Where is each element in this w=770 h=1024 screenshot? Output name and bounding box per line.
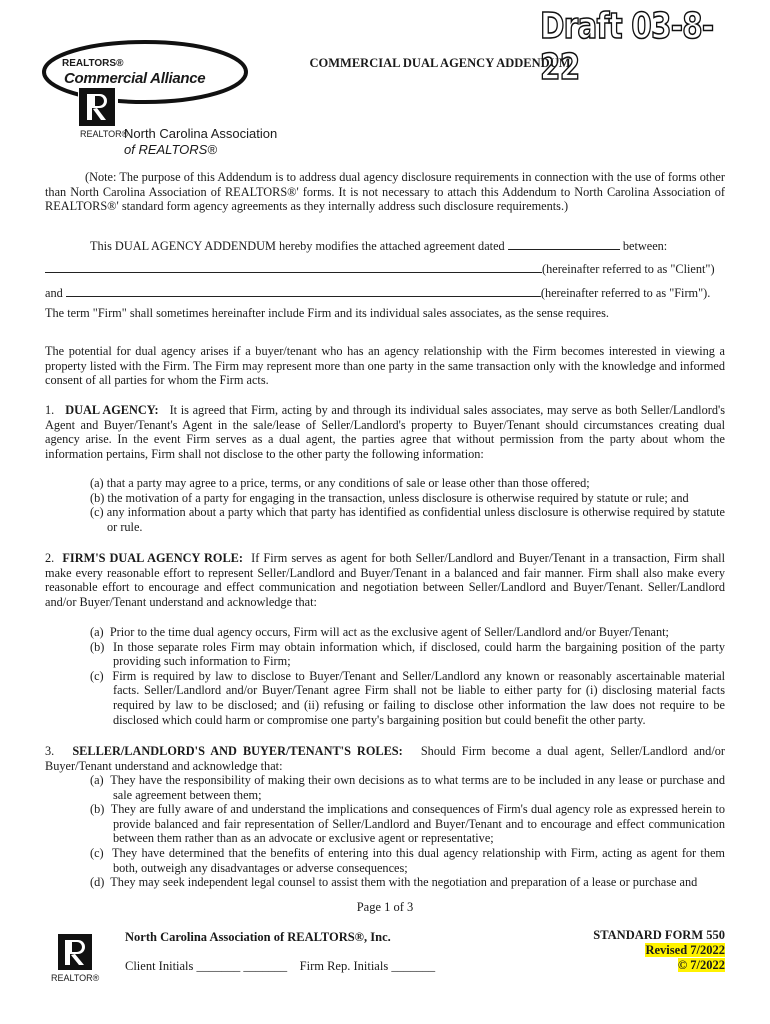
draft-stamp: Draft 03-8-22	[540, 6, 714, 88]
list-item: (d) They may seek independent legal counsel to assist them with the negotiation and preparation of a lease or purchase and	[90, 875, 698, 890]
modifies-suffix: between:	[622, 239, 668, 253]
form-revised: Revised 7/2022	[645, 943, 725, 957]
form-name: STANDARD FORM 550	[593, 928, 725, 942]
note-paragraph: (Note: The purpose of this Addendum is to address dual agency disclosure requirements in connection with the use of forms other than North Carolina Association of REALTORS®' forms. It is not necessary to attach this Addendum to North Carolina Association of REALTORS®' standard form agency agreements as they internally address such disclosure requirements.)	[45, 170, 725, 214]
client-line	[45, 261, 725, 277]
page-number: Page 1 of 3	[356, 900, 414, 914]
section-3-text: Should Firm become a dual agent, Seller/Landlord and/or Buyer/Tenant understand and acknowledge that:	[45, 744, 725, 773]
firm-initials-field[interactable]: Firm Rep. Initials _______	[299, 959, 436, 973]
list-item: (a) Prior to the time dual agency occurs, Firm will act as the exclusive agent of Seller/Landlord and/or Buyer/Tenant;	[90, 625, 669, 639]
section-1-list	[90, 476, 725, 534]
firm-name-field[interactable]	[66, 285, 541, 297]
logo-association-line1: North Carolina Association	[124, 126, 278, 141]
logo-association	[124, 126, 277, 158]
section-2-list	[90, 625, 725, 727]
section-1-text: It is agreed that Firm, acting by and through its individual sales associates, may serve as both Seller/Landlord's Agent and Buyer/Tenant's Agent in the sale/lease of Seller/Landlord's property to Buyer/Tenant should circumstances creating dual agency arise. In the event Firm serves as a dual agent, the parties agree that without permission from the party about whom the information pertains, Firm shall not disclose to the other party the following information:	[45, 403, 725, 461]
agreement-date-line	[45, 238, 725, 254]
form-copyright: © 7/2022	[677, 958, 725, 972]
footer-organization: North Carolina Association of REALTORS®, Inc.	[125, 930, 391, 944]
section-2-number: 2.	[45, 551, 55, 565]
section-1	[45, 403, 725, 461]
client-initials-field[interactable]: Client Initials _______ _______	[125, 959, 288, 973]
list-item: (a) that a party may agree to a price, terms, or any conditions of sale or lease other than those offered;	[90, 476, 590, 490]
section-1-number: 1.	[45, 403, 55, 417]
footer-form-info	[560, 928, 725, 973]
list-item: (c) any information about a party which that party has identified as confidential unless disclosure is otherwise required by statute or rule.	[90, 505, 725, 534]
footer-realtor-word: REALTOR®	[51, 973, 100, 983]
list-item: (c) They have determined that the benefits of entering into this dual agency relationship with Firm, acting as agent for them both, outweigh any disadvantages or adverse consequences;	[90, 845, 725, 875]
firm-term-paragraph: The term "Firm" shall sometimes hereinafter include Firm and its individual sales associates, as the sense requires.	[45, 306, 609, 320]
list-item: (b) the motivation of a party for engaging in the transaction, unless disclosure is otherwise required by statute or rule; and	[90, 490, 689, 505]
document-title: COMMERCIAL DUAL AGENCY ADDENDUM	[309, 56, 571, 70]
client-suffix: (hereinafter referred to as "Client")	[542, 262, 715, 276]
section-3-number: 3.	[45, 744, 55, 758]
agreement-date-field[interactable]	[508, 238, 620, 250]
modifies-prefix: This DUAL AGENCY ADDENDUM hereby modifies the attached agreement dated	[90, 239, 505, 253]
section-3-list	[90, 773, 725, 890]
list-item: (b) They are fully aware of and understand the implications and consequences of Firm's dual agency role as expressed herein to provide balanced and fair representation of Seller/Landlord and Buyer/Tenant and to encourage and effect communication between them rather than as an advocate or exclusive agent or representative;	[90, 802, 725, 846]
list-item: (b) In those separate roles Firm may obtain information which, if disclosed, could harm the bargaining position of the party providing such information to Firm;	[90, 639, 725, 669]
section-2	[45, 551, 725, 609]
logo-realtor-word: REALTOR®	[80, 129, 129, 139]
firm-line	[45, 285, 725, 301]
firm-suffix: (hereinafter referred to as "Firm").	[540, 286, 711, 300]
footer-initials	[125, 959, 435, 974]
section-1-heading: DUAL AGENCY:	[65, 403, 159, 417]
section-2-text: If Firm serves as agent for both Seller/Landlord and Buyer/Tenant in a transaction, Firm shall make every reasonable effort to represent Seller/Landlord and Buyer/Tenant in a balanced and fair manner. Firm shall also make every reasonable effort to encourage and effect communication and negotiation between Seller/Landlord and Buyer/Tenant. Seller/Landlord and/or Buyer/Tenant understand and acknowledge that:	[45, 551, 726, 609]
section-3-heading: SELLER/LANDLORD'S AND BUYER/TENANT'S ROLES:	[72, 744, 403, 758]
potential-paragraph: The potential for dual agency arises if a buyer/tenant who has an agency relationship with the Firm becomes interested in viewing a property listed with the Firm. The Firm may represent more than one party in the same transaction only with the knowledge and informed consent of all parties for whom the Firm acts.	[45, 344, 725, 388]
section-3	[45, 744, 725, 773]
logo-alliance-name: Commercial Alliance	[64, 70, 206, 87]
and-prefix: and	[45, 286, 63, 300]
client-name-field[interactable]	[45, 261, 542, 273]
section-2-heading: FIRM'S DUAL AGENCY ROLE:	[62, 551, 243, 565]
list-item: (a) They have the responsibility of making their own decisions as to what terms are to be included in any lease or purchase and sale agreement between them;	[90, 773, 725, 802]
list-item: (c) Firm is required by law to disclose to Buyer/Tenant and Seller/Landlord any known or reasonably ascertainable material facts. Seller/Landlord and/or Buyer/Tenant agree Firm shall not be liable to either party for (i) disclosing material facts required by law to be disclosed; and (ii) refusing or failing to disclose other information the law does not require to be disclosed which could harm or compromise one party's bargaining position but could benefit the other party.	[90, 668, 725, 727]
logo-association-line2: of REALTORS®	[124, 142, 217, 157]
logo-realtors-mark: REALTORS®	[62, 58, 124, 69]
